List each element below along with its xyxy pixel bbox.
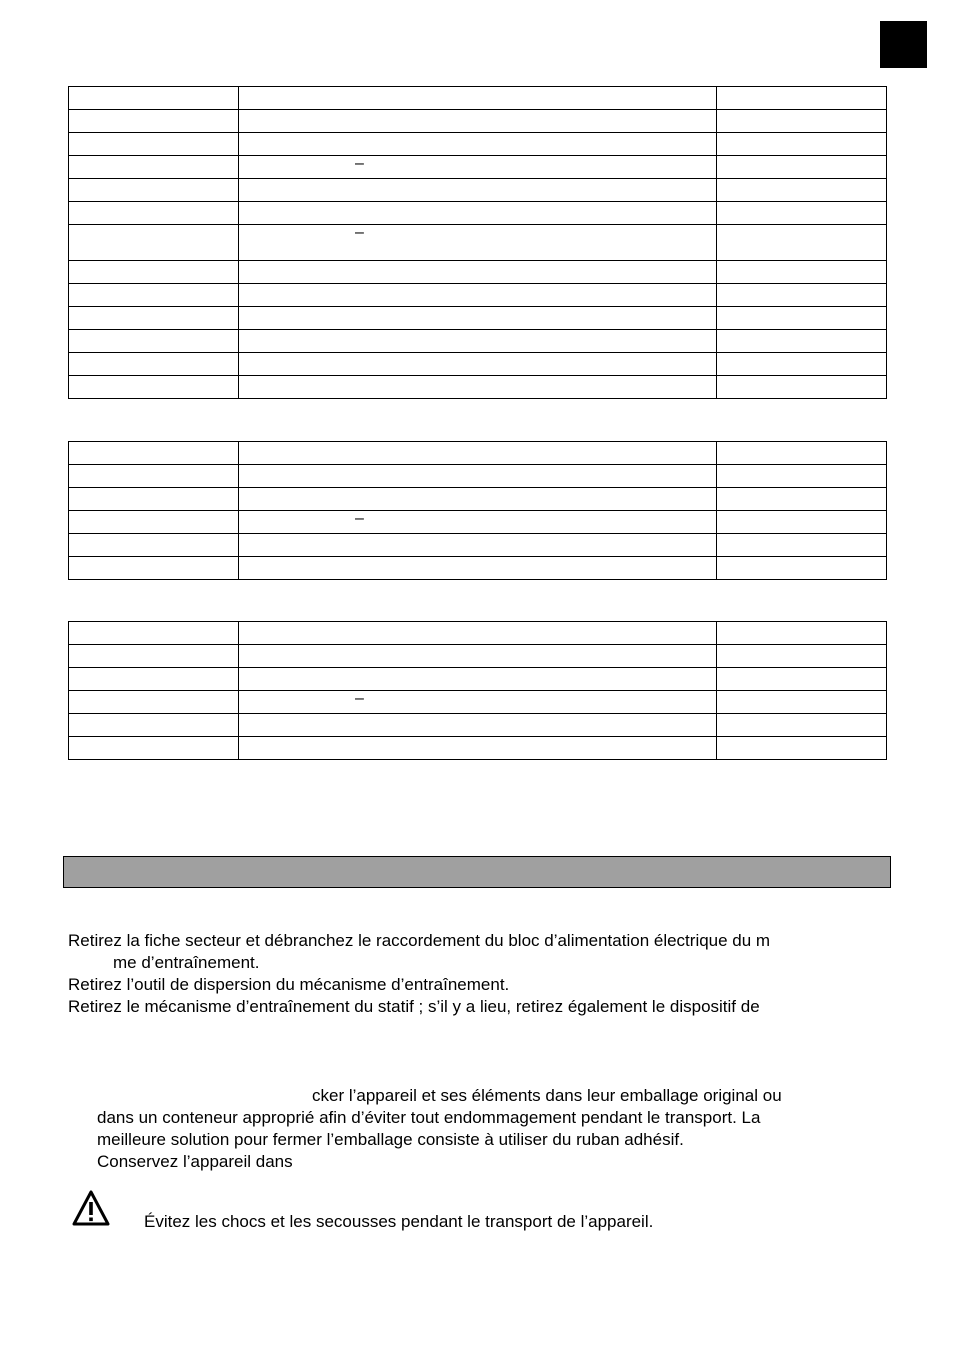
table-row: [69, 534, 887, 557]
table-cell: [69, 442, 239, 465]
table-cell: [239, 534, 717, 557]
table-cell: [717, 110, 887, 133]
table-cell: [69, 465, 239, 488]
table-cell: [717, 534, 887, 557]
table-cell: [69, 376, 239, 399]
table-row: [69, 645, 887, 668]
table-cell: [239, 465, 717, 488]
table-row: [69, 330, 887, 353]
table-cell: [717, 557, 887, 580]
table-cell: [717, 179, 887, 202]
table-cell: [239, 87, 717, 110]
table-cell: [717, 691, 887, 714]
table-row: [69, 511, 887, 534]
table-row: [69, 714, 887, 737]
table-cell: [239, 330, 717, 353]
table-cell: [239, 691, 717, 714]
table-cell: [717, 737, 887, 760]
instruction-line-1-continued: me d’entraînement.: [113, 953, 260, 972]
table-cell: [239, 307, 717, 330]
section-heading-bar: [63, 856, 891, 888]
table-cell: [239, 488, 717, 511]
table-cell: [239, 179, 717, 202]
table-cell: [717, 261, 887, 284]
table-cell: [69, 668, 239, 691]
table-cell: [239, 133, 717, 156]
table-row: [69, 284, 887, 307]
table-row: [69, 622, 887, 645]
table-row: [69, 376, 887, 399]
table-row: [69, 202, 887, 225]
table-cell: [69, 261, 239, 284]
table-cell: [239, 376, 717, 399]
table-cell: [239, 202, 717, 225]
table-cell: [69, 179, 239, 202]
table-row: [69, 668, 887, 691]
table-cell: [69, 534, 239, 557]
table-cell: [69, 737, 239, 760]
table-cell: [69, 110, 239, 133]
spec-table-2: [68, 441, 887, 580]
table-cell: [239, 284, 717, 307]
table-row: [69, 261, 887, 284]
instruction-line-2: Retirez l’outil de dispersion du mécanisme d’entraînement.: [68, 975, 510, 994]
table-row: [69, 179, 887, 202]
table-row: [69, 353, 887, 376]
table-cell: [69, 87, 239, 110]
table-row: [69, 465, 887, 488]
table-cell: [239, 225, 717, 261]
instruction-line-3: Retirez le mécanisme d’entraînement du statif ; s’il y a lieu, retirez également le dispositif de: [68, 997, 760, 1016]
table-cell: [717, 622, 887, 645]
table-row: [69, 557, 887, 580]
table-cell: [69, 284, 239, 307]
table-cell: [69, 622, 239, 645]
table-cell: [717, 156, 887, 179]
table-cell: [239, 557, 717, 580]
table-cell: [239, 668, 717, 691]
cell-text: –: [355, 690, 364, 707]
table-cell: [717, 714, 887, 737]
table-cell: [239, 622, 717, 645]
table-cell: [717, 442, 887, 465]
transport-line-1: cker l’appareil et ses éléments dans leur emballage original ou: [312, 1086, 782, 1105]
table-cell: [239, 714, 717, 737]
table-row: [69, 110, 887, 133]
table-cell: [717, 465, 887, 488]
table-cell: [69, 691, 239, 714]
table-row: [69, 87, 887, 110]
table-cell: [717, 668, 887, 691]
table-row: [69, 488, 887, 511]
table-cell: [69, 353, 239, 376]
table-cell: [717, 202, 887, 225]
spec-table-1: [68, 86, 887, 399]
table-cell: [717, 376, 887, 399]
table-cell: [717, 87, 887, 110]
table-cell: [239, 261, 717, 284]
table-cell: [239, 442, 717, 465]
table-cell: [69, 307, 239, 330]
table-cell: [239, 511, 717, 534]
table-cell: [69, 488, 239, 511]
table-cell: [69, 511, 239, 534]
table-cell: [69, 645, 239, 668]
table-cell: [239, 156, 717, 179]
table-cell: [717, 133, 887, 156]
transport-line-4: Conservez l’appareil dans: [97, 1152, 293, 1171]
table-cell: [717, 225, 887, 261]
table-cell: [69, 133, 239, 156]
table-cell: [69, 225, 239, 261]
table-cell: [717, 307, 887, 330]
table-cell: [239, 110, 717, 133]
cell-text: –: [355, 155, 364, 172]
table-cell: [69, 330, 239, 353]
table-cell: [717, 284, 887, 307]
table-row: [69, 691, 887, 714]
cell-text: –: [355, 224, 364, 241]
warning-triangle-icon: [72, 1190, 110, 1226]
instruction-line-1: Retirez la fiche secteur et débranchez le raccordement du bloc d’alimentation électrique du m: [68, 931, 771, 950]
spec-table-3: [68, 621, 887, 760]
table-cell: [69, 156, 239, 179]
transport-line-2: dans un conteneur approprié afin d’éviter tout endommagement pendant le transport. La: [97, 1108, 761, 1127]
language-tab-marker: [880, 21, 927, 68]
table-row: [69, 737, 887, 760]
table-row: [69, 156, 887, 179]
table-cell: [717, 511, 887, 534]
table-cell: [239, 353, 717, 376]
cell-text: –: [355, 510, 364, 527]
transport-line-3: meilleure solution pour fermer l’emballage consiste à utiliser du ruban adhésif.: [97, 1130, 684, 1149]
table-cell: [717, 353, 887, 376]
table-cell: [717, 488, 887, 511]
warning-text: Évitez les chocs et les secousses pendant le transport de l’appareil.: [144, 1212, 654, 1231]
table-cell: [239, 645, 717, 668]
table-row: [69, 307, 887, 330]
table-cell: [717, 645, 887, 668]
table-cell: [69, 202, 239, 225]
table-cell: [69, 557, 239, 580]
table-cell: [239, 737, 717, 760]
table-row: [69, 442, 887, 465]
table-cell: [717, 330, 887, 353]
table-row: [69, 225, 887, 261]
table-cell: [69, 714, 239, 737]
table-row: [69, 133, 887, 156]
